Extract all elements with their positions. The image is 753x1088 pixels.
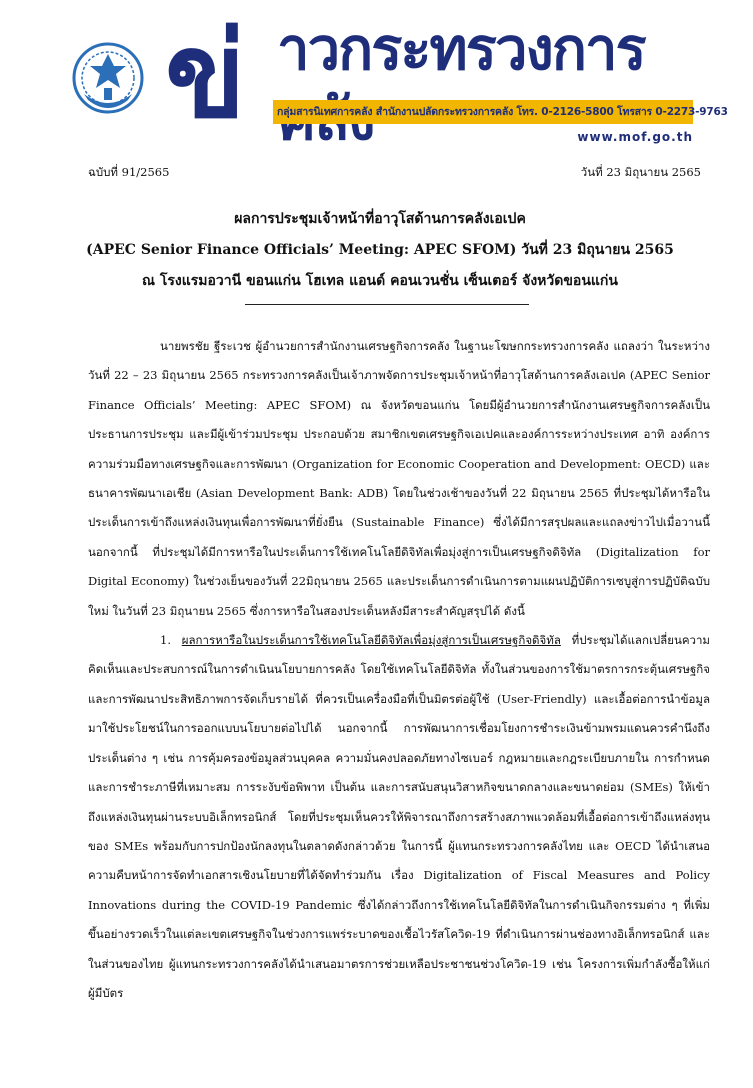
paragraph-intro: นายพรชัย ฐีระเวช ผู้อำนวยการสำนักงานเศรษฐกิจการคลัง ในฐานะโฆษกกระทรวงการคลัง แถลงว่า ในระหว่างวันที่ 22 – 23 มิถุนายน 2565 กระทรวงการคลังเป็นเจ้าภาพจัดการประชุมเจ้าหน้าที่อาวุโสด้านการคลังเอเปค (APEC Senior Finance Officials’ Meeting: APEC SFOM) ณ จังหวัดขอนแก่น โดยมีผู้อำนวยการสำนักงานเศรษฐกิจการคลังเป็นประธานการประชุม และมีผู้เข้าร่วมประชุม ประกอบด้วย สมาชิกเขตเศรษฐกิจเอเปคและองค์การระหว่างประเทศ อาทิ องค์การความร่วมมือทางเศรษฐกิจและการพัฒนา (Organization for Economic Cooperation and Development: OECD) และธนาคารพัฒนาเอเชีย (Asian Development Bank: ADB) โดยในช่วงเช้าของวันที่ 22 มิถุนายน 2565 ที่ประชุมได้หารือในประเด็นการเข้าถึงแหล่งเงินทุนเพื่อการพัฒนาที่ยั่งยืน (Sustainable Finance) ซึ่งได้มีการสรุปผลและแถลงข่าวไปเมื่อวานนี้ นอกจากนี้ ที่ประชุมได้มีการหารือในประเด็นการใช้เทคโนโลยีดิจิทัลเพื่อมุ่งสู่การเป็นเศรษฐกิจดิจิทัล (Digitalization for Digital Economy) ในช่วงเย็นของวันที่ 22มิถุนายน 2565 และประเด็นการดำเนินการตามแผนปฏิบัติการเซบูสู่การปฏิบัติฉบับใหม่ ในวันที่ 23 มิถุนายน 2565 ซึ่งการหารือในสองประเด็นหลังมีสาระสำคัญสรุปได้ ดังนี้ bbox=[88, 339, 710, 618]
masthead bbox=[0, 0, 753, 160]
masthead-title: าวกระทรวงการ bbox=[277, 15, 645, 83]
title-line-1: ผลการประชุมเจ้าหน้าที่อาวุโสด้านการคลังเอเปค bbox=[234, 211, 526, 227]
press-title bbox=[80, 204, 680, 297]
masthead-website: www.mof.go.th bbox=[577, 130, 693, 144]
item-1-text: ที่ประชุมได้แลกเปลี่ยนความคิดเห็นและประสบการณ์ในการดำเนินนโยบายการคลัง โดยใช้เทคโนโลยีดิจิทัล ทั้งในส่วนของการใช้มาตรการกระตุ้นเศรษฐกิจและการพัฒนาประสิทธิภาพการจัดเก็บรายได้ ที่ควรเป็นเครื่องมือที่เป็นมิตรต่อผู้ใช้ (User-Friendly) และเอื้อต่อการนำข้อมูลมาใช้ประโยชน์ในการออกแบบนโยบายต่อไปได้ นอกจากนี้ การพัฒนาการเชื่อมโยงการชำระเงินข้ามพรมแดนควรคำนึงถึงประเด็นต่าง ๆ เช่น การคุ้มครองข้อมูลส่วนบุคคล ความมั่นคงปลอดภัยทางไซเบอร์ กฎหมายและกฎระเบียบภายใน การกำหนดและการชำระภาษีที่เหมาะสม การระงับข้อพิพาท เป็นต้น และการสนับสนุนวิสาหกิจขนาดกลางและขนาดย่อม (SMEs) ให้เข้าถึงแหล่งเงินทุนผ่านระบบอิเล็กทรอนิกส์ โดยที่ประชุมเห็นควรให้พิจารณาถึงการสร้างสภาพแวดล้อมที่เอื้อต่อการเข้าถึงแหล่งทุนของ SMEs พร้อมกับการปกป้องนักลงทุนในตลาดดังกล่าวด้วย ในการนี้ ผู้แทนกระทรวงการคลังไทย และ OECD ได้นำเสนอความคืบหน้าการจัดทำเอกสารเชิงนโยบายที่ได้จัดทำร่วมกัน เรื่อง Digitalization of Fiscal Measures and Policy Innovations during the COVID-19 Pandemic ซึ่งได้กล่าวถึงการใช้เทคโนโลยีดิจิทัลในการดำเนินกิจกรรมต่าง ๆ ที่เพิ่มขึ้นอย่างรวดเร็วในแต่ละเขตเศรษฐกิจในช่วงการแพร่ระบาดของเชื้อไวรัสโควิด-19 ที่ดำเนินการผ่านช่องทางอิเล็กทรอนิกส์ และในส่วนของไทย ผู้แทนกระทรวงการคลังได้นำเสนอมาตรการช่วยเหลือประชาชนช่วงโควิด-19 เช่น โครงการเพิ่มกำลังซื้อให้แก่ผู้มีบัตร bbox=[88, 633, 711, 1000]
masthead-big-letter: ข่ bbox=[165, 6, 246, 144]
paragraph-item-1 bbox=[88, 626, 710, 1008]
masthead-contact: กลุ่มสารนิเทศการคลัง สำนักงานปลัดกระทรวงการคลัง โทร. 0-2126-5800 โทรสาร 0-2273-9763 bbox=[277, 106, 728, 118]
title-line-3: ณ โรงแรมอวานี ขอนแก่น โฮเทล แอนด์ คอนเวนชั่น เซ็นเตอร์ จังหวัดขอนแก่น bbox=[142, 273, 618, 289]
masthead-block bbox=[165, 6, 728, 154]
title-divider bbox=[245, 304, 529, 305]
press-body bbox=[88, 332, 710, 1008]
garuda-emblem-icon bbox=[70, 36, 146, 120]
item-1-heading: ผลการหารือในประเด็นการใช้เทคโนโลยีดิจิทัลเพื่อมุ่งสู่การเป็นเศรษฐกิจดิจิทัล bbox=[181, 633, 561, 648]
item-1-number: 1. bbox=[160, 633, 171, 648]
issue-number: ฉบับที่ 91/2565 bbox=[88, 165, 170, 179]
title-line-2: (APEC Senior Finance Officials’ Meeting: APEC SFOM) วันที่ 23 มิถุนายน 2565 bbox=[86, 242, 674, 258]
issue-date: วันที่ 23 มิถุนายน 2565 bbox=[580, 165, 701, 179]
